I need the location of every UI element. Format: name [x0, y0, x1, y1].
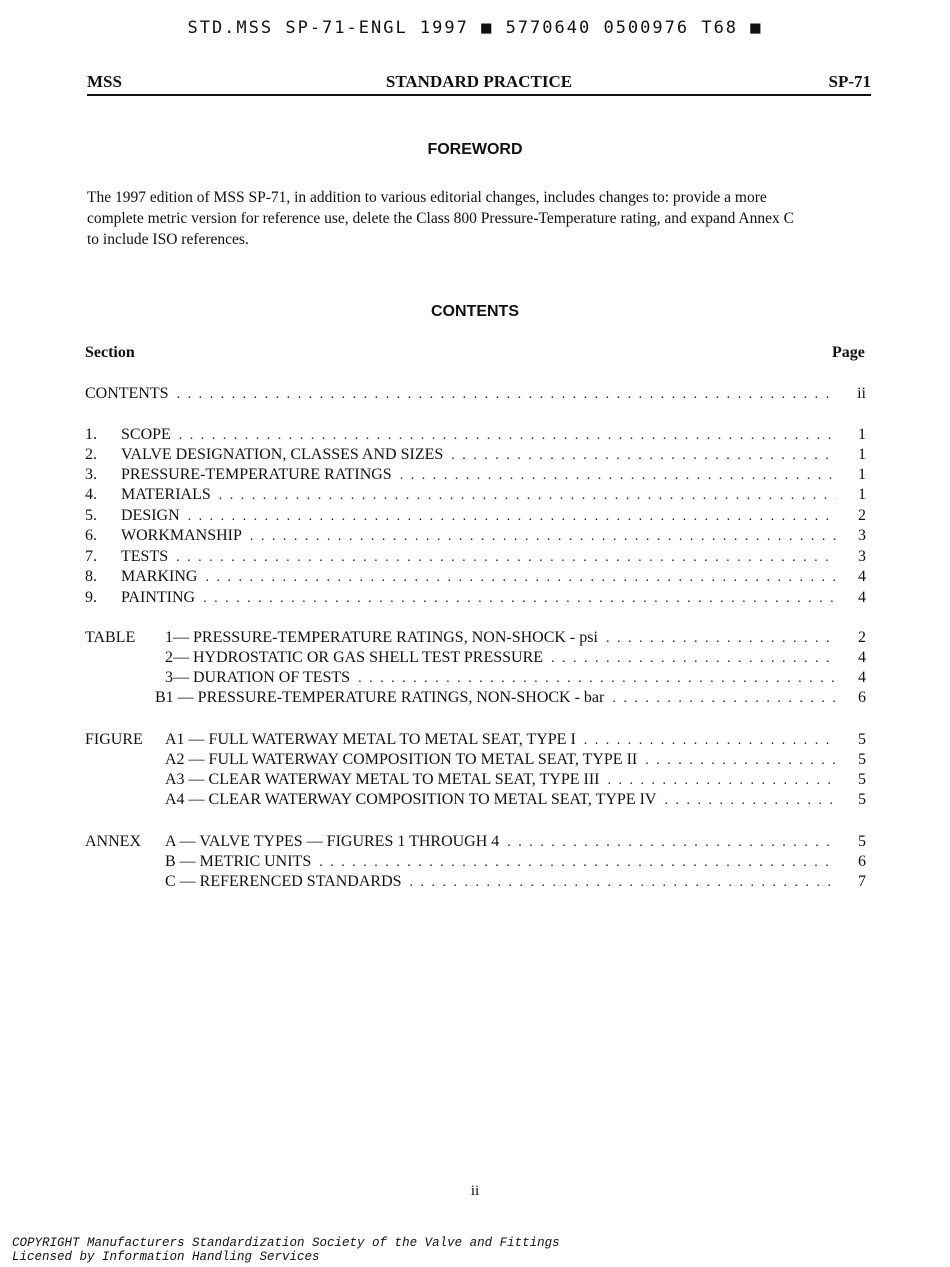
toc-entry-page: 1	[858, 446, 866, 463]
dot-leader	[400, 466, 836, 486]
dot-leader	[176, 548, 836, 568]
dot-leader	[250, 527, 836, 547]
toc-entry-annex[interactable]	[85, 872, 866, 892]
page-column-heading: Page	[832, 344, 865, 361]
toc-entry-page: 2	[858, 507, 866, 524]
toc-entry-label: VALVE DESIGNATION, CLASSES AND SIZES	[121, 446, 444, 463]
toc-entry-page: 4	[858, 669, 866, 686]
toc-category-annex: ANNEX	[85, 833, 141, 850]
dot-leader	[664, 791, 836, 811]
toc-entry-label: SCOPE	[121, 426, 171, 443]
license-line: Licensed by Information Handling Services	[12, 1250, 320, 1264]
toc-entry-section[interactable]	[85, 425, 866, 445]
dot-leader	[358, 669, 836, 689]
toc-entry-label: 2— HYDROSTATIC OR GAS SHELL TEST PRESSURE	[165, 649, 544, 666]
contents-title: CONTENTS	[431, 303, 519, 320]
section-number: 4.	[85, 486, 97, 503]
toc-entry-label: C — REFERENCED STANDARDS	[165, 873, 402, 890]
foreword-title: FOREWORD	[427, 141, 523, 158]
toc-entry-label: B — METRIC UNITS	[165, 853, 312, 870]
toc-entry-section[interactable]	[85, 506, 866, 526]
toc-entry-label: A — VALVE TYPES — FIGURES 1 THROUGH 4	[165, 833, 500, 850]
toc-entry-table[interactable]	[85, 628, 866, 648]
section-number: 6.	[85, 527, 97, 544]
dot-leader	[606, 629, 836, 649]
toc-entry-label: WORKMANSHIP	[121, 527, 242, 544]
dot-leader	[584, 731, 836, 751]
dot-leader	[507, 833, 836, 853]
toc-entry-label: PAINTING	[121, 589, 196, 606]
dot-leader	[410, 873, 836, 893]
toc-entry-contents[interactable]	[85, 384, 866, 404]
toc-entry-annex[interactable]	[85, 852, 866, 872]
toc-entry-figure[interactable]	[85, 750, 866, 770]
section-number: 7.	[85, 548, 97, 565]
toc-entry-page: 5	[858, 771, 866, 788]
toc-entry-label: MATERIALS	[121, 486, 211, 503]
page-header	[87, 70, 871, 96]
toc-entry-page: 4	[858, 649, 866, 666]
toc-entry-label: 3— DURATION OF TESTS	[165, 669, 351, 686]
dot-leader	[177, 385, 836, 405]
page-number: ii	[470, 1183, 480, 1199]
toc-entry-section[interactable]	[85, 588, 866, 608]
toc-entry-page: 3	[858, 527, 866, 544]
toc-entry-label: B1 — PRESSURE-TEMPERATURE RATINGS, NON-SHOCK - bar	[155, 689, 605, 706]
toc-entry-label: MARKING	[121, 568, 198, 585]
toc-category-table: TABLE	[85, 629, 136, 646]
toc-entry-section[interactable]	[85, 547, 866, 567]
section-number: 5.	[85, 507, 97, 524]
toc-entry-table[interactable]	[85, 688, 866, 708]
toc-entry-page: 4	[858, 589, 866, 606]
dot-leader	[205, 568, 836, 588]
dot-leader	[612, 689, 836, 709]
toc-entry-page: 6	[858, 853, 866, 870]
toc-entry-page: 7	[858, 873, 866, 890]
copyright-notice	[12, 1236, 560, 1264]
section-column-heading: Section	[85, 344, 135, 361]
dot-leader	[219, 486, 836, 506]
toc-entry-page: 4	[858, 568, 866, 585]
toc-entry-label: A3 — CLEAR WATERWAY METAL TO METAL SEAT, TYPE III	[165, 771, 600, 788]
toc-entry-label: TESTS	[121, 548, 169, 565]
toc-entry-page: 6	[858, 689, 866, 706]
toc-entry-figure[interactable]	[85, 770, 866, 790]
header-doc-id: SP-71	[828, 72, 871, 91]
dot-leader	[179, 426, 836, 446]
toc-entry-page: 1	[858, 426, 866, 443]
toc-entry-page: 5	[858, 833, 866, 850]
toc-entry-section[interactable]	[85, 465, 866, 485]
foreword-line: The 1997 edition of MSS SP-71, in addition to various editorial changes, includes changes to: provide a more	[87, 189, 767, 206]
toc-entry-page: 5	[858, 791, 866, 808]
header-title: STANDARD PRACTICE	[385, 72, 573, 91]
toc-entry-page: ii	[857, 385, 866, 402]
toc-entry-page: 5	[858, 731, 866, 748]
toc-entry-annex[interactable]	[85, 832, 866, 852]
dot-leader	[451, 446, 836, 466]
toc-entry-page: 1	[858, 486, 866, 503]
toc-entry-page: 2	[858, 629, 866, 646]
section-number: 1.	[85, 426, 97, 443]
section-number: 8.	[85, 568, 97, 585]
foreword-text	[87, 187, 871, 250]
toc-entry-page: 3	[858, 548, 866, 565]
dot-leader	[203, 589, 836, 609]
toc-entry-section[interactable]	[85, 526, 866, 546]
foreword-line: complete metric version for reference use, delete the Class 800 Pressure-Temperature rating, and expand Annex C	[87, 210, 794, 227]
dot-leader	[319, 853, 836, 873]
toc-entry-section[interactable]	[85, 485, 866, 505]
toc-entry-label: PRESSURE-TEMPERATURE RATINGS	[121, 466, 392, 483]
toc-entry-label: 1— PRESSURE-TEMPERATURE RATINGS, NON-SHOCK - psi	[165, 629, 598, 646]
toc-entry-label: A1 — FULL WATERWAY METAL TO METAL SEAT, TYPE I	[165, 731, 576, 748]
toc-entry-table[interactable]	[85, 668, 866, 688]
toc-entry-page: 5	[858, 751, 866, 768]
toc-entry-table[interactable]	[85, 648, 866, 668]
header-org: MSS	[87, 72, 122, 91]
toc-entry-section[interactable]	[85, 567, 866, 587]
toc-entry-label: DESIGN	[121, 507, 180, 524]
toc-entry-label: A4 — CLEAR WATERWAY COMPOSITION TO METAL SEAT, TYPE IV	[165, 791, 657, 808]
toc-entry-label: CONTENTS	[85, 385, 169, 402]
dot-leader	[551, 649, 836, 669]
toc-entry-section[interactable]	[85, 445, 866, 465]
toc-category-figure: FIGURE	[85, 731, 143, 748]
scan-header-code: STD.MSS SP-71-ENGL 1997 ■ 5770640 0500976 T68 ■	[187, 18, 763, 38]
foreword-line: to include ISO references.	[87, 231, 249, 248]
toc-entry-page: 1	[858, 466, 866, 483]
toc-entry-figure[interactable]	[85, 790, 866, 810]
copyright-line: COPYRIGHT Manufacturers Standardization Society of the Valve and Fittings	[12, 1236, 560, 1250]
section-number: 2.	[85, 446, 97, 463]
section-number: 3.	[85, 466, 97, 483]
dot-leader	[607, 771, 836, 791]
toc-entry-figure[interactable]	[85, 730, 866, 750]
toc-entry-label: A2 — FULL WATERWAY COMPOSITION TO METAL SEAT, TYPE II	[165, 751, 638, 768]
dot-leader	[645, 751, 836, 771]
section-number: 9.	[85, 589, 97, 606]
dot-leader	[188, 507, 836, 527]
